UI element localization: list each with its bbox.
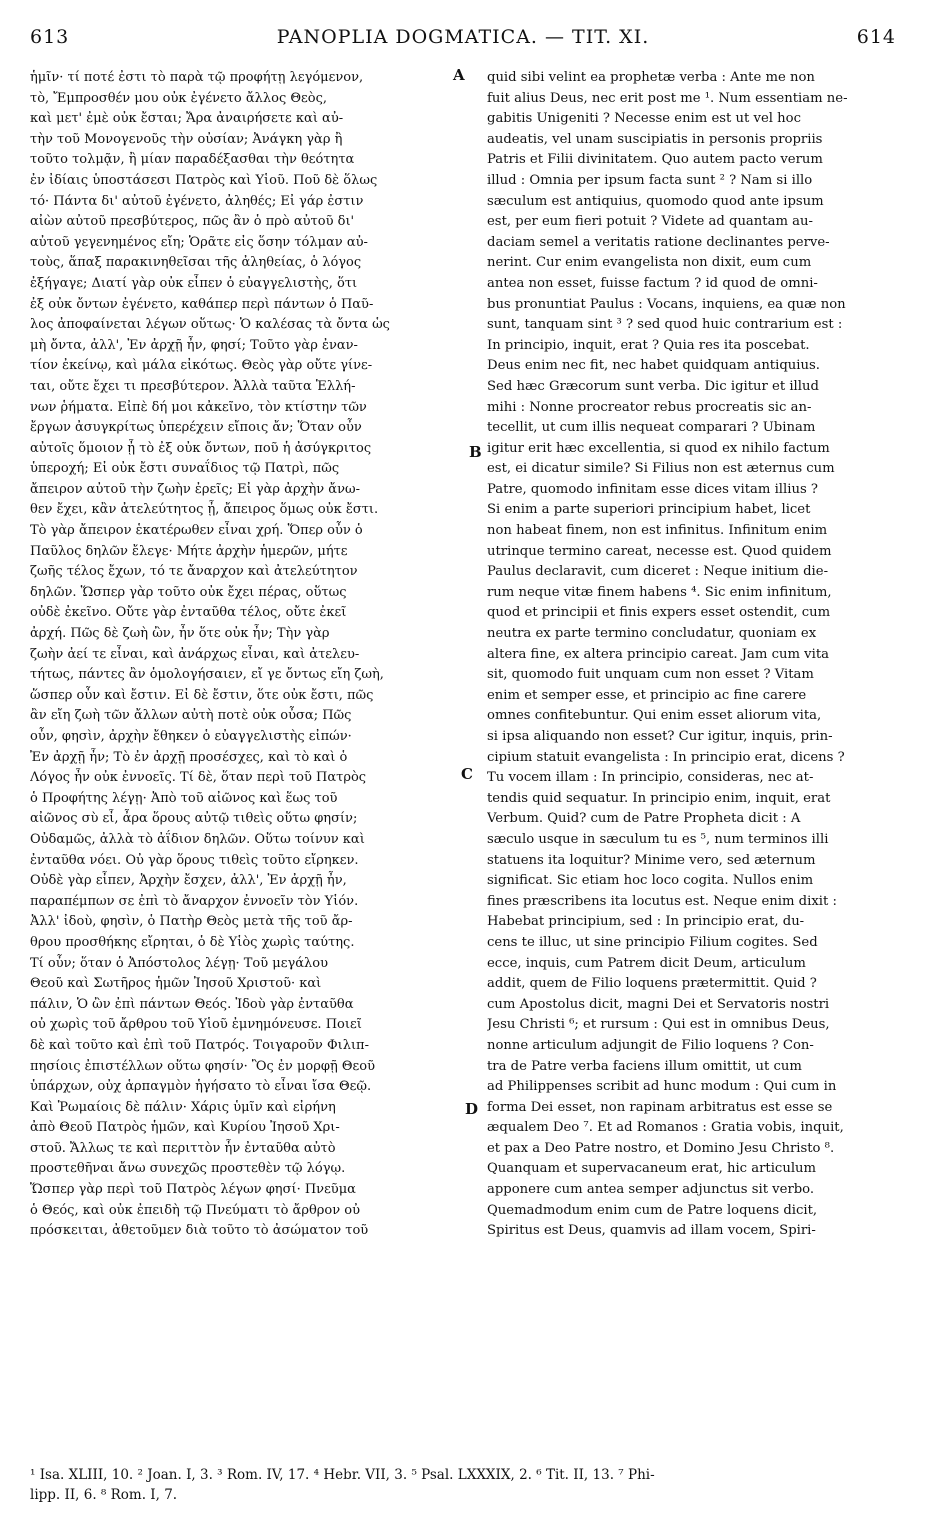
latin-text-line: Patre, quomodo infinitam esse dices vitam illius ? — [487, 481, 818, 497]
greek-text-line: πρόσκειται, ἀθετοῦμεν διὰ τοῦτο τὸ ἀσώματον τοῦ — [30, 1223, 369, 1239]
latin-text-line: nerint. Cur enim evangelista non dixit, eum cum — [487, 255, 812, 271]
greek-text-line: ἂν εἴη ζωὴ τῶν ἄλλων αὐτὴ ποτὲ οὐκ οὖσα; Πῶς — [30, 708, 352, 724]
greek-text-line: θεν ἔχει, κἂν ἀτελεύτητος ᾖ, ἄπειρος ὅμως οὐκ ἔστι. — [30, 502, 379, 518]
greek-text-line: πάλιν, Ὁ ὢν ἐπὶ πάντων Θεός. Ἰδοὺ γὰρ ἐνταῦθα — [30, 996, 354, 1012]
latin-text-line: Sed hæc Græcorum sunt verba. Dic igitur et illud — [487, 378, 819, 394]
latin-text-line: est, ei dicatur simile? Si Filius non est æternus cum — [487, 461, 835, 477]
greek-text-line: Θεοῦ καὶ Σωτῆρος ἡμῶν Ἰησοῦ Χριστοῦ· καὶ — [30, 976, 322, 992]
latin-text-line: cipium statuit evangelista : In principio erat, dicens ? — [487, 749, 845, 765]
greek-text-line: ἀρχή. Πῶς δὲ ζωὴ ὢν, ἦν ὅτε οὐκ ἦν; Τὴν γὰρ — [30, 626, 330, 642]
latin-text-line: et pax a Deo Patre nostro, et Domino Jesu Christo ⁸. — [487, 1140, 835, 1156]
greek-text-line: καὶ μετ' ἐμὲ οὐκ ἔσται; Ἄρα ἀναιρήσετε καὶ αὐ- — [30, 111, 344, 127]
greek-text-line: ἐνταῦθα νόει. Οὐ γὰρ ὅρους τιθεὶς τοῦτο εἴρηκεν. — [30, 852, 359, 868]
greek-text-line: Οὐδὲ γὰρ εἶπεν, Ἀρχὴν ἔσχεν, ἀλλ', Ἐν ἀρχῇ ἦν, — [30, 873, 347, 889]
latin-text-line: Spiritus est Deus, quamvis ad illam vocem, Spiri- — [487, 1223, 816, 1239]
greek-text-line: δηλῶν. Ὥσπερ γὰρ τοῦτο οὐκ ἔχει πέρας, οὕτως — [30, 584, 347, 600]
greek-text-line: ἄπειρον αὐτοῦ τὴν ζωὴν ἐρεῖς; Εἰ γὰρ ἀρχὴν ἄνω- — [30, 481, 360, 497]
latin-text-line: audeatis, vel unam suscipiatis in personis propriis — [487, 131, 823, 147]
greek-text-line: πησίοις ἐπιστέλλων οὕτω φησίν· Ὃς ἐν μορφῇ Θεοῦ — [30, 1058, 376, 1074]
latin-text-line: quid sibi velint ea prophetæ verba : Ante me non — [487, 70, 815, 85]
greek-text-line: Τὸ γὰρ ἄπειρον ἑκατέρωθεν εἶναι χρή. Ὅπερ οὖν ὁ — [30, 523, 363, 539]
latin-text-line: si ipsa aliquando non esset? Cur igitur, inquis, prin- — [487, 729, 833, 744]
running-title: PANOPLIA DOGMATICA. — TIT. XI. — [276, 26, 650, 48]
latin-text-line: enim et semper esse, et principio ac fine carere — [487, 687, 807, 703]
latin-text-line: æqualem Deo ⁷. Et ad Romanos : Gratia vobis, inquit, — [487, 1120, 844, 1136]
greek-text-line: στοῦ. Ἄλλως τε καὶ περιττὸν ἦν ἐνταῦθα αὐτὸ — [30, 1140, 336, 1156]
greek-column — [30, 68, 466, 1242]
latin-column — [487, 68, 897, 1242]
greek-text-line: ὁ Θεός, καὶ οὐκ ἐπειδὴ τῷ Πνεύματι τὸ ἄρθρον οὐ — [30, 1202, 361, 1218]
greek-text-line: Ἐν ἀρχῇ ἦν; Τὸ ἐν ἀρχῇ προσέσχες, καὶ τὸ καὶ ὁ — [30, 749, 348, 765]
greek-text-line: ἐξ οὐκ ὄντων ἐγένετο, καθάπερ περὶ πάντων ὁ Παῦ- — [30, 296, 374, 312]
greek-text-line: ἔργων ἀσυγκρίτως ὑπερέχειν εἴποις ἄν; Ὅταν οὖν — [30, 420, 362, 436]
latin-text-line: cens te illuc, ut sine principio Filium cogites. Sed — [487, 934, 818, 950]
latin-text-line: Paulus declaravit, cum diceret : Neque initium die- — [487, 564, 829, 580]
greek-text-line: αἰὼν αὐτοῦ πρεσβύτερος, πῶς ἂν ὁ πρὸ αὐτοῦ δι' — [30, 214, 355, 230]
latin-text-line: Quanquam et supervacaneum erat, hic articulum — [487, 1161, 817, 1177]
greek-text-line: Οὐδαμῶς, ἀλλὰ τὸ ἀΐδιον δηλῶν. Οὕτω τοίνυν καὶ — [30, 831, 365, 847]
latin-text-line: Quemadmodum enim cum de Patre loquens dicit, — [487, 1202, 818, 1218]
greek-text-line: Παῦλος δηλῶν ἔλεγε· Μήτε ἀρχὴν ἡμερῶν, μήτε — [30, 543, 348, 559]
latin-text-line: rum neque vitæ finem habens ⁴. Sic enim infinitum, — [487, 584, 832, 600]
latin-text-line: significat. Sic etiam hoc loco cogita. Nullos enim — [487, 873, 814, 889]
section-marker-d: D — [465, 1100, 479, 1118]
greek-text-line: ἡμῖν· τί ποτέ ἐστι τὸ παρὰ τῷ προφήτῃ λεγόμενον, — [30, 70, 364, 85]
greek-text-line: ὥσπερ οὖν καὶ ἔστιν. Εἰ δὲ ἔστιν, ὅτε οὐκ ἔστι, πῶς — [30, 687, 374, 703]
greek-text-line: ζωῆς τέλος ἔχων, τό τε ἄναρχον καὶ ἀτελεύτητον — [30, 564, 358, 580]
latin-text-line: nonne articulum adjungit de Filio loquens ? Con- — [487, 1037, 814, 1053]
latin-text-line: non habeat finem, non est infinitus. Infinitum enim — [487, 523, 828, 539]
latin-text-line: In principio, inquit, erat ? Quia res ita poscebat. — [487, 337, 810, 353]
greek-text-line: ζωὴν ἀεί τε εἶναι, καὶ ἀνάρχως εἶναι, καὶ ἀτελευ- — [30, 646, 360, 662]
greek-text-line: τίον ἐκείνῳ, καὶ μάλα εἰκότως. Θεὸς γὰρ οὔτε γίνε- — [30, 358, 373, 374]
greek-text-line: μὴ ὄντα, ἀλλ', Ἐν ἀρχῇ ἦν, φησί; Τοῦτο γὰρ ἐναν- — [30, 337, 358, 353]
greek-text-line: θρου προσθήκης εἴρηται, ὁ δὲ Υἱὸς χωρὶς ταύτης. — [30, 934, 355, 950]
greek-text-line: Τί οὖν; ὅταν ὁ Ἀπόστολος λέγῃ· Τοῦ μεγάλου — [30, 955, 328, 971]
greek-text-line: οὖν, φησὶν, ἀρχὴν ἔθηκεν ὁ εὐαγγελιστὴς εἰπών· — [30, 729, 352, 744]
greek-text-line: τήτως, πάντες ἂν ὁμολογήσαιεν, εἴ γε ὄντως εἴη ζωὴ, — [30, 667, 384, 683]
latin-text-line: sit, quomodo fuit unquam cum non esset ? Vitam — [487, 667, 814, 683]
latin-text-line: tendis quid sequatur. In principio enim, inquit, erat — [487, 790, 831, 806]
footnote-line: ¹ Isa. XLIII, 10. ² Joan. I, 3. ³ Rom. IV, 17. ⁴ Hebr. VII, 3. ⁵ Psal. LXXXIX, 2. ⁶ Tit. II, 13. ⁷ Phi- — [30, 1467, 655, 1483]
latin-text-line: neutra ex parte termino concludatur, quoniam ex — [487, 626, 817, 642]
greek-text-line: Ἀλλ' ἰδοὺ, φησὶν, ὁ Πατὴρ Θεὸς μετὰ τῆς τοῦ ἄρ- — [30, 914, 353, 930]
section-marker-a: A — [453, 66, 465, 84]
latin-text-line: statuens ita loquitur? Minime vero, sed æternum — [487, 852, 816, 868]
greek-text-line: δὲ καὶ τοῦτο καὶ ἐπὶ τοῦ Πατρός. Τοιγαροῦν Φιλιπ- — [30, 1037, 369, 1053]
greek-text-line: οὐδὲ ἐκεῖνο. Οὔτε γὰρ ἐνταῦθα τέλος, οὔτε ἐκεῖ — [30, 605, 347, 621]
latin-text-line: ecce, inquis, cum Patrem dicit Deum, articulum — [487, 955, 806, 971]
greek-text-line: Λόγος ἦν οὐκ ἐννοεῖς. Τί δὲ, ὅταν περὶ τοῦ Πατρὸς — [30, 770, 367, 786]
latin-text-line: Verbum. Quid? cum de Patre Propheta dicit : A — [487, 811, 801, 827]
latin-text-line: fines præscribens ita locutus est. Neque enim dixit : — [487, 893, 837, 909]
latin-text-line: gabitis Unigeniti ? Necesse enim est ut vel hoc — [487, 111, 802, 127]
greek-text-line: τὴν τοῦ Μονογενοῦς τὴν οὐσίαν; Ἀνάγκη γὰρ ἢ — [30, 131, 343, 147]
latin-text-line: sæculum est antiquius, quomodo quod ante ipsum — [487, 193, 824, 209]
latin-text-line: antea non esset, fuisse factum ? id quod de omni- — [487, 275, 818, 291]
latin-text-line: daciam semel a veritatis ratione declinantes perve- — [487, 234, 830, 250]
greek-text-line: προστεθῆναι ἄνω συνεχῶς προστεθὲν τῷ λόγῳ. — [30, 1161, 346, 1177]
greek-text-line: οὐ χωρὶς τοῦ ἄρθρου τοῦ Υἱοῦ ἐμνημόνευσε. Ποιεῖ — [30, 1017, 362, 1033]
greek-text-line: αἰῶνος σὺ εἶ, ἆρα ὅρους αὐτῷ τιθεὶς οὕτω φησίν; — [30, 811, 358, 827]
latin-text-line: tra de Patre verba faciens illum omittit, ut cum — [487, 1058, 802, 1074]
footnotes — [30, 1465, 896, 1505]
greek-text-line: Ὥσπερ γὰρ περὶ τοῦ Πατρὸς λέγων φησί· Πνεῦμα — [30, 1182, 356, 1198]
greek-text-line: αὐτοῦ γεγενημένος εἴη; Ὁρᾶτε εἰς ὅσην τόλμαν αὐ- — [30, 234, 368, 250]
latin-text-line: cum Apostolus dicit, magni Dei et Servatoris nostri — [487, 996, 830, 1012]
latin-text-line: ad Philippenses scribit ad hunc modum : Qui cum in — [487, 1079, 837, 1095]
latin-text-line: addit, quem de Filio loquens prætermittit. Quid ? — [487, 976, 817, 992]
latin-text-line: igitur erit hæc excellentia, si quod ex nihilo factum — [487, 440, 830, 456]
latin-text-line: apponere cum antea semper adjunctus sit verbo. — [487, 1182, 815, 1198]
latin-text-line: illud : Omnia per ipsum facta sunt ² ? Nam si illo — [487, 172, 813, 188]
greek-text-line: αὐτοῖς ὅμοιον ᾖ τὸ ἐξ οὐκ ὄντων, ποῦ ἡ ἀσύγκριτος — [30, 440, 372, 456]
greek-text-line: ται, οὔτε ἔχει τι πρεσβύτερον. Ἀλλὰ ταῦτα Ἑλλή- — [30, 378, 356, 394]
greek-text-line: ὁ Προφήτης λέγῃ· Ἀπὸ τοῦ αἰῶνος καὶ ἕως τοῦ — [30, 790, 338, 806]
latin-text-line: utrinque termino careat, necesse est. Quod quidem — [487, 543, 832, 559]
greek-text-line: Καὶ Ῥωμαίοις δὲ πάλιν· Χάρις ὑμῖν καὶ εἰρήνη — [30, 1099, 336, 1115]
greek-text-line: νων ῥήματα. Εἰπὲ δή μοι κἀκεῖνο, τὸν κτίστην τῶν — [30, 399, 367, 415]
section-marker-b: B — [469, 443, 482, 461]
greek-text-line: τοὺς, ἅπαξ παρακινηθεῖσαι τῆς ἀληθείας, ὁ λόγος — [30, 255, 362, 271]
latin-text-line: est, per eum fieri potuit ? Videte ad quantam au- — [487, 214, 813, 230]
latin-text-line: bus pronuntiat Paulus : Vocans, inquiens, ea quæ non — [487, 296, 846, 312]
latin-text-line: Deus enim nec fit, nec habet quidquam antiquius. — [487, 358, 820, 374]
latin-text-line: quod et principii et finis expers esset ostendit, cum — [487, 605, 831, 621]
latin-text-line: Jesu Christi ⁶; et rursum : Qui est in omnibus Deus, — [487, 1017, 830, 1033]
greek-text-line: τὸ, Ἔμπροσθέν μου οὐκ ἐγένετο ἄλλος Θεὸς, — [30, 90, 328, 106]
latin-text-line: Tu vocem illam : In principio, consideras, nec at- — [487, 770, 814, 786]
footnote-line: lipp. II, 6. ⁸ Rom. I, 7. — [30, 1487, 178, 1503]
latin-text-line: sunt, tanquam sint ³ ? sed quod huic contrarium est : — [487, 317, 843, 333]
latin-text-line: sæculo usque in sæculum tu es ⁵, num terminos illi — [487, 831, 829, 847]
page-number-right: 614 — [856, 26, 896, 48]
latin-text-line: mihi : Nonne procreator rebus procreatis sic an- — [487, 399, 812, 415]
page-header — [30, 26, 896, 60]
greek-text-line: ἐν ἰδίαις ὑποστάσεσι Πατρὸς καὶ Υἱοῦ. Ποῦ δὲ ὅλως — [30, 172, 378, 188]
latin-text-line: omnes confitebuntur. Qui enim esset aliorum vita, — [487, 708, 822, 724]
latin-text-line: altera fine, ex altera principio careat. Jam cum vita — [487, 646, 829, 662]
greek-text-line: παραπέμπων σε ἐπὶ τὸ ἄναρχον ἐννοεῖν τὸν Υἱόν. — [30, 893, 359, 909]
latin-text-line: tecellit, ut cum illis nequeat comparari ? Ubinam — [487, 420, 816, 436]
greek-text-line: τό· Πάντα δι' αὐτοῦ ἐγένετο, ἀληθές; Εἰ γάρ ἐστιν — [30, 193, 364, 209]
latin-text-line: Habebat principium, sed : In principio erat, du- — [487, 914, 805, 930]
greek-text-line: ἀπὸ Θεοῦ Πατρὸς ἡμῶν, καὶ Κυρίου Ἰησοῦ Χρι- — [30, 1120, 340, 1136]
latin-text-line: Patris et Filii divinitatem. Quo autem pacto verum — [487, 152, 823, 168]
latin-text-line: fuit alius Deus, nec erit post me ¹. Num essentiam ne- — [487, 90, 848, 106]
page-number-left: 613 — [30, 26, 70, 48]
greek-text-line: ὑπάρχων, οὐχ ἁρπαγμὸν ἡγήσατο τὸ εἶναι ἴσα Θεῷ. — [30, 1079, 372, 1095]
latin-text-line: forma Dei esset, non rapinam arbitratus est esse se — [487, 1099, 833, 1115]
greek-text-line: ὑπεροχή; Εἰ οὐκ ἔστι συναΐδιος τῷ Πατρὶ, πῶς — [30, 461, 340, 477]
greek-text-line: τοῦτο τολμᾷν, ἢ μίαν παραδέξασθαι τὴν θεότητα — [30, 152, 355, 168]
section-marker-c: C — [461, 765, 473, 783]
greek-text-line: ἐξήγαγε; Διατί γὰρ οὐκ εἶπεν ὁ εὐαγγελιστὴς, ὅτι — [30, 275, 358, 291]
latin-text-line: Si enim a parte superiori principium habet, licet — [487, 502, 811, 518]
greek-text-line: λος ἀποφαίνεται λέγων οὕτως· Ὁ καλέσας τὰ ὄντα ὡς — [30, 317, 390, 333]
